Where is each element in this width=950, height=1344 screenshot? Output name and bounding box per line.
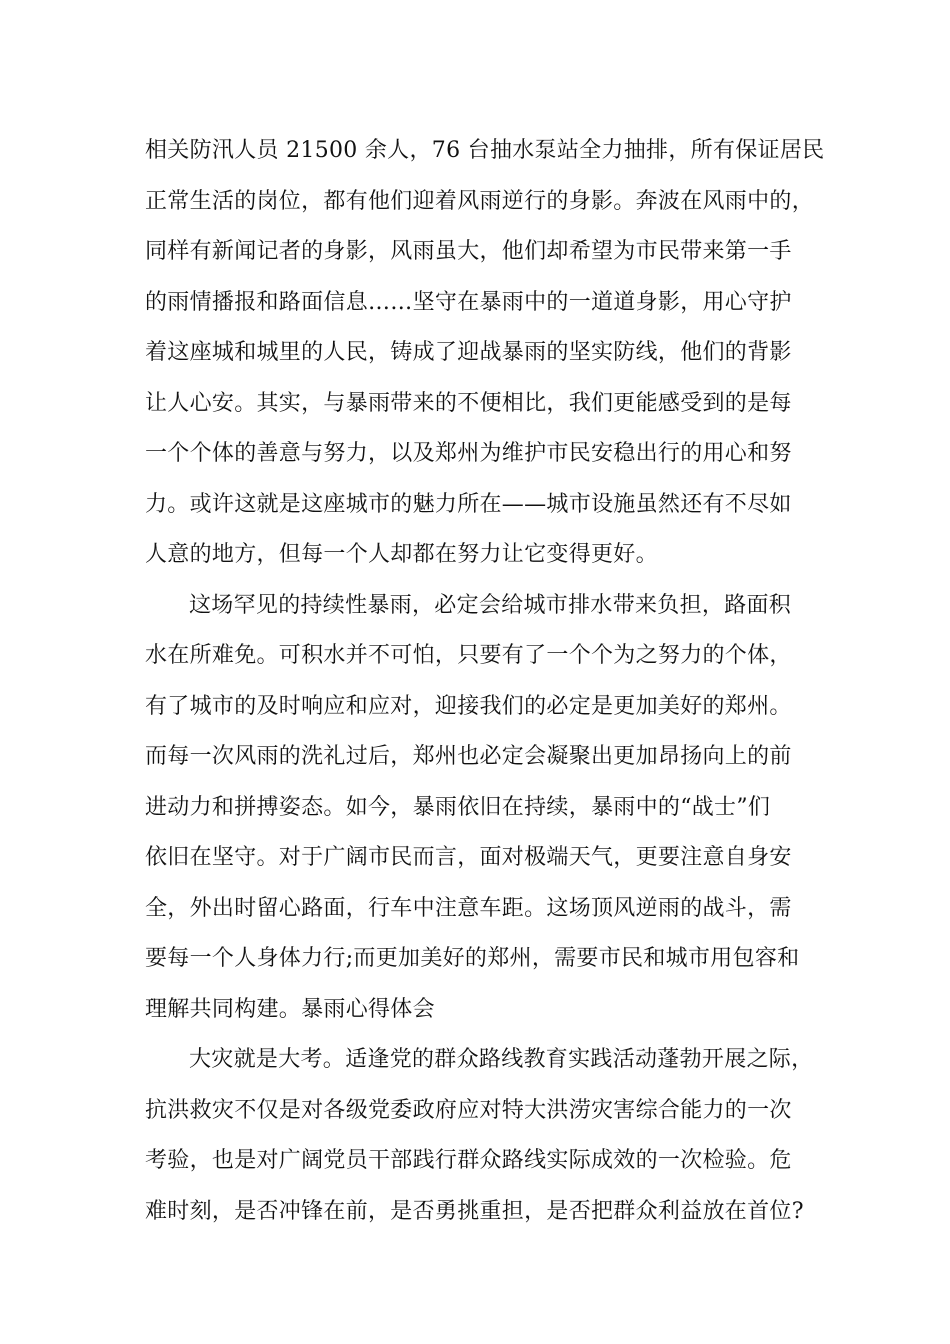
paragraph-2 xyxy=(145,581,825,1036)
text-line: 水在所难免。可积水并不可怕，只要有了一个个为之努力的个体， xyxy=(145,643,792,668)
text-line: 考验，也是对广阔党员干部践行群众路线实际成效的一次检验。危 xyxy=(145,1148,792,1173)
text-line: 依旧在坚守。对于广阔市民而言，面对极端天气，更要注意自身安 xyxy=(145,845,792,870)
paragraph-3 xyxy=(145,1035,825,1237)
text-line: 理解共同构建。暴雨心得体会 xyxy=(145,996,435,1022)
text-line: 同样有新闻记者的身影，风雨虽大，他们却希望为市民带来第一手 xyxy=(145,239,792,264)
text-line: 进动力和拼搏姿态。如今，暴雨依旧在持续，暴雨中的“战士”们 xyxy=(145,794,771,820)
text-line: 相关防汛人员 21500 余人，76 台抽水泵站全力抽排，所有保证居民 xyxy=(145,138,825,163)
text-line: 的雨情播报和路面信息……坚守在暴雨中的一道道身影，用心守护 xyxy=(145,289,792,315)
text-line: 这场罕见的持续性暴雨，必定会给城市排水带来负担，路面积 xyxy=(189,592,792,618)
document-page xyxy=(145,126,825,1237)
text-line: 正常生活的岗位，都有他们迎着风雨逆行的身影。奔波在风雨中的， xyxy=(145,188,815,214)
text-line: 一个个体的善意与努力，以及郑州为维护市民安稳出行的用心和努 xyxy=(145,441,792,466)
text-line: 难时刻，是否冲锋在前，是否勇挑重担，是否把群众利益放在首位? xyxy=(145,1198,804,1224)
text-line: 要每一个人身体力行;而更加美好的郑州，需要市民和城市用包容和 xyxy=(145,946,800,971)
text-line: 抗洪救灾不仅是对各级党委政府应对特大洪涝灾害综合能力的一次 xyxy=(145,1097,792,1123)
text-line: 有了城市的及时响应和应对，迎接我们的必定是更加美好的郑州。 xyxy=(145,693,792,719)
text-line: 人意的地方，但每一个人却都在努力让它变得更好。 xyxy=(145,542,658,567)
text-line: 全，外出时留心路面，行车中注意车距。这场顶风逆雨的战斗，需 xyxy=(145,895,792,921)
text-line: 力。或许这就是这座城市的魅力所在——城市设施虽然还有不尽如 xyxy=(145,491,792,517)
text-line: 大灾就是大考。适逢党的群众路线教育实践活动蓬勃开展之际， xyxy=(189,1047,814,1072)
text-line: 着这座城和城里的人民，铸成了迎战暴雨的坚实防线，他们的背影 xyxy=(145,340,792,365)
text-line: 而每一次风雨的洗礼过后，郑州也必定会凝聚出更加昂扬向上的前 xyxy=(145,744,792,769)
text-line: 让人心安。其实，与暴雨带来的不便相比，我们更能感受到的是每 xyxy=(145,390,792,416)
paragraph-1 xyxy=(145,126,825,581)
